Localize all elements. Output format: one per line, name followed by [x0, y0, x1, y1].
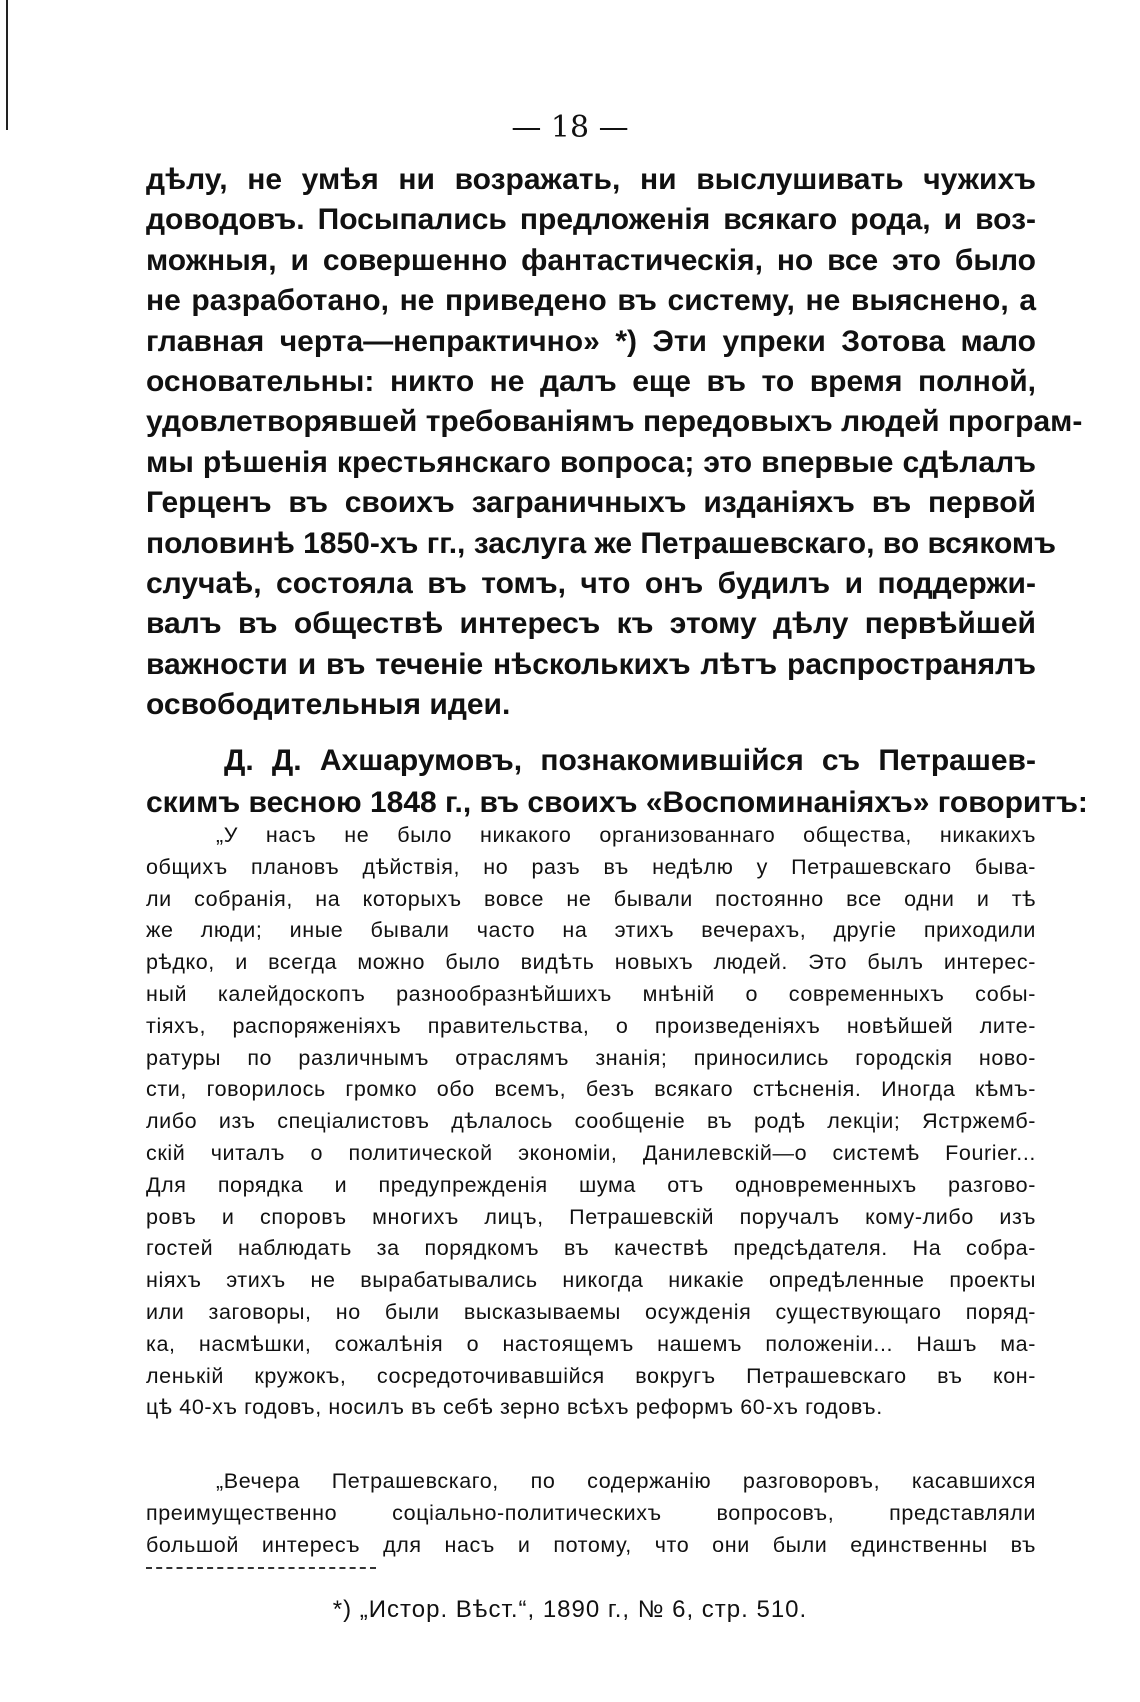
main-paragraph	[146, 160, 1083, 726]
text-line: важности и въ теченіе нѣсколькихъ лѣтъ распространялъ	[146, 647, 1036, 681]
quote-line: скій читалъ о политической экономіи, Данилевскій—о системѣ Fourier...	[146, 1140, 1036, 1165]
text-line: половинѣ 1850-хъ гг., заслуга же Петрашевскаго, во всякомъ	[146, 526, 1056, 560]
quote-line: или заговоры, но были высказываемы осужденія существующаго поряд-	[146, 1299, 1036, 1324]
text-line: Д. Д. Ахшарумовъ, познакомившійся съ Петрашев-	[224, 744, 1036, 777]
quote-line: большой интересъ для насъ и потому, что они были единственны въ	[146, 1533, 1036, 1557]
quote-line: „У насъ не было никакого организованнаго общества, никакихъ	[216, 823, 1036, 847]
text-line: случаѣ, состояла въ томъ, что онъ будилъ и поддержи-	[146, 567, 1036, 601]
text-line: доводовъ. Посыпались предложенія всякаго рода, и воз-	[146, 203, 1036, 237]
text-line: не разработано, не приведено въ систему, не выяснено, а	[146, 284, 1036, 318]
quote-line: цѣ 40-хъ годовъ, носилъ въ себѣ зерно всѣхъ реформъ 60-хъ годовъ.	[146, 1395, 883, 1420]
quote-line: же люди; иные бывали часто на этихъ вечерахъ, другіе приходили	[146, 918, 1036, 943]
footnote-divider	[146, 1567, 376, 1569]
quote-line: ровъ и споровъ многихъ лицъ, Петрашевскій поручалъ кому-либо изъ	[146, 1204, 1036, 1229]
quote-line: ли собранія, на которыхъ вовсе не бывали постоянно все одни и тѣ	[146, 886, 1036, 911]
quote-line: рѣдко, и всегда можно было видѣть новыхъ людей. Это былъ интерес-	[146, 950, 1036, 975]
quote-line: ратуры по различнымъ отраслямъ знанія; приносились городскія ново-	[146, 1045, 1036, 1070]
quote-line: общихъ плановъ дѣйствія, но разъ въ недѣлю у Петрашевскаго быва-	[146, 854, 1036, 879]
second-paragraph	[146, 740, 1088, 824]
text-line: мы рѣшенія крестьянскаго вопроса; это впервые сдѣлалъ	[146, 445, 1036, 479]
text-line: валъ въ обществѣ интересъ къ этому дѣлу первѣйшей	[146, 607, 1036, 641]
quote-line: сти, говорилось громко обо всемъ, безъ всякаго стѣсненія. Иногда кѣмъ-	[146, 1077, 1036, 1102]
quote-line: тіяхъ, распоряженіяхъ правительства, о произведеніяхъ новѣйшей лите-	[146, 1013, 1036, 1038]
text-line: можныя, и совершенно фантастическія, но все это было	[146, 243, 1036, 277]
footnote: *) „Истор. Вѣст.“, 1890 г., № 6, стр. 510.	[332, 1596, 808, 1623]
quote-line: „Вечера Петрашевскаго, по содержанію разговоровъ, касавшихся	[216, 1469, 1036, 1493]
quote-block-continued	[146, 1465, 1036, 1561]
text-line: главная черта—непрактично» *) Эти упреки Зотова мало	[146, 324, 1036, 358]
quote-line: гостей наблюдать за порядкомъ въ качествѣ предсѣдателя. На собра-	[146, 1236, 1036, 1261]
quote-line: ный калейдоскопъ разнообразнѣйшихъ мнѣній о современныхъ собы-	[146, 981, 1036, 1006]
quote-line: ленькій кружокъ, сосредоточивавшійся вокругъ Петрашевскаго въ кон-	[146, 1363, 1036, 1388]
text-line: скимъ весною 1848 г., въ своихъ «Воспоминаніяхъ» говоритъ:	[146, 786, 1088, 819]
text-line: дѣлу, не умѣя ни возражать, ни выслушивать чужихъ	[146, 163, 1036, 196]
quote-line: ка, насмѣшки, сожалѣнія о настоящемъ нашемъ положеніи... Нашъ ма-	[146, 1331, 1036, 1356]
quote-line: преимущественно соціально-политическихъ вопросовъ, представляли	[146, 1501, 1036, 1525]
quote-line: либо изъ спеціалистовъ дѣлалось сообщеніе въ родѣ лекціи; Ястржемб-	[146, 1109, 1036, 1134]
page-number: — 18 —	[511, 110, 629, 145]
text-line: удовлетворявшей требованіямъ передовыхъ людей програм-	[146, 405, 1083, 439]
text-line: освободительныя идеи.	[146, 688, 511, 722]
quote-line: ніяхъ этихъ не вырабатывались никогда никакіе опредѣленные проекты	[146, 1268, 1036, 1293]
text-line: Герценъ въ своихъ заграничныхъ изданіяхъ въ первой	[146, 486, 1036, 520]
text-line: основательны: никто не далъ еще въ то время полной,	[146, 365, 1036, 399]
quote-line: Для порядка и предупрежденія шума отъ одновременныхъ разгово-	[146, 1172, 1036, 1197]
quote-block	[146, 820, 1036, 1424]
